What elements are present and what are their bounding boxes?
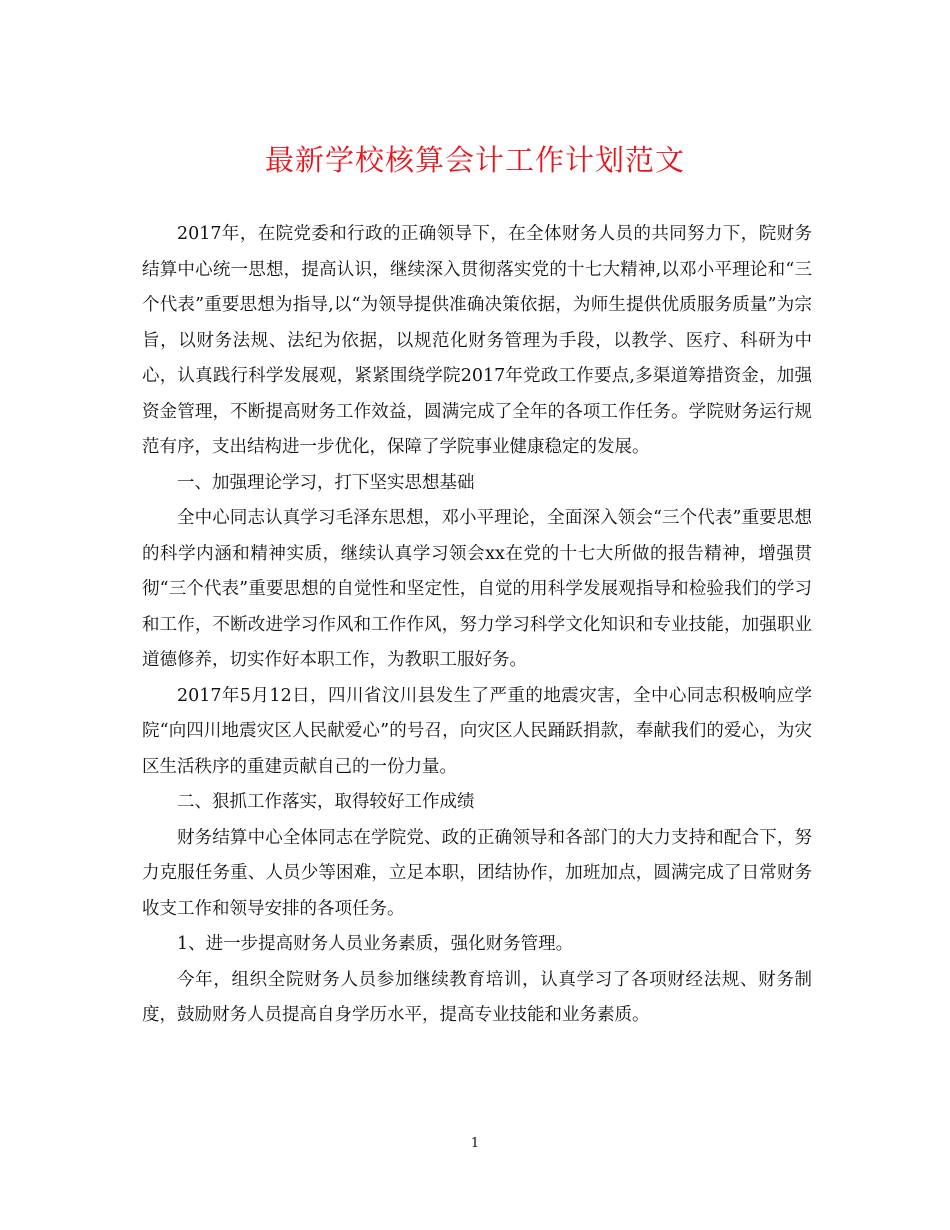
document-body: [142, 217, 812, 1034]
subsection-heading-1: 1、进一步提高财务人员业务素质，强化财务管理。: [177, 934, 574, 954]
section-heading-1: 一、加强理论学习，打下坚实思想基础: [177, 472, 475, 493]
page-number: 1: [470, 1136, 480, 1151]
paragraph-work-implementation: 财务结算中心全体同志在学院党、政的正确领导和各部门的大力支持和配合下，努力克服任务重、人员少等困难，立足本职，团结协作，加班加点，圆满完成了日常财务收支工作和领导安排的各项任务。: [142, 827, 812, 919]
document-title: 最新学校核算会计工作计划范文: [264, 143, 685, 177]
paragraph-earthquake-donation: 2017年5月12日，四川省汶川县发生了严重的地震灾害，全中心同志积极响应学院“向四川地震灾区人民献爱心”的号召，向灾区人民踊跃捐款，奉献我们的爱心，为灾区生活秩序的重建贡献自己的一份力量。: [142, 685, 812, 777]
paragraph-intro: 2017年，在院党委和行政的正确领导下，在全体财务人员的共同努力下，院财务结算中心统一思想，提高认识，继续深入贯彻落实党的十七大精神,以邓小平理论和“三个代表”重要思想为指导,以“为领导提供准确决策依据，为师生提供优质服务质量”为宗旨，以财务法规、法纪为依据，以规范化财务管理为手段，以教学、医疗、科研为中心，认真践行科学发展观，紧紧围绕学院2017年党政工作要点,多渠道筹措资金，加强资金管理，不断提高财务工作效益，圆满完成了全年的各项工作任务。学院财务运行规范有序，支出结构进一步优化，保障了学院事业健康稳定的发展。: [142, 224, 812, 457]
section-heading-2: 二、狠抓工作落实，取得较好工作成绩: [177, 792, 475, 812]
paragraph-training: 今年，组织全院财务人员参加继续教育培训，认真学习了各项财经法规、财务制度，鼓励财务人员提高自身学历水平，提高专业技能和业务素质。: [142, 969, 812, 1025]
paragraph-theory-study: 全中心同志认真学习毛泽东思想，邓小平理论，全面深入领会“三个代表”重要思想的科学内涵和精神实质，继续认真学习领会xx在党的十七大所做的报告精神，增强贯彻“三个代表”重要思想的自觉性和坚定性，自觉的用科学发展观指导和检验我们的学习和工作，不断改进学习作风和工作作风，努力学习科学文化知识和专业技能，加强职业道德修养，切实作好本职工作，为教职工服好务。: [142, 508, 812, 670]
